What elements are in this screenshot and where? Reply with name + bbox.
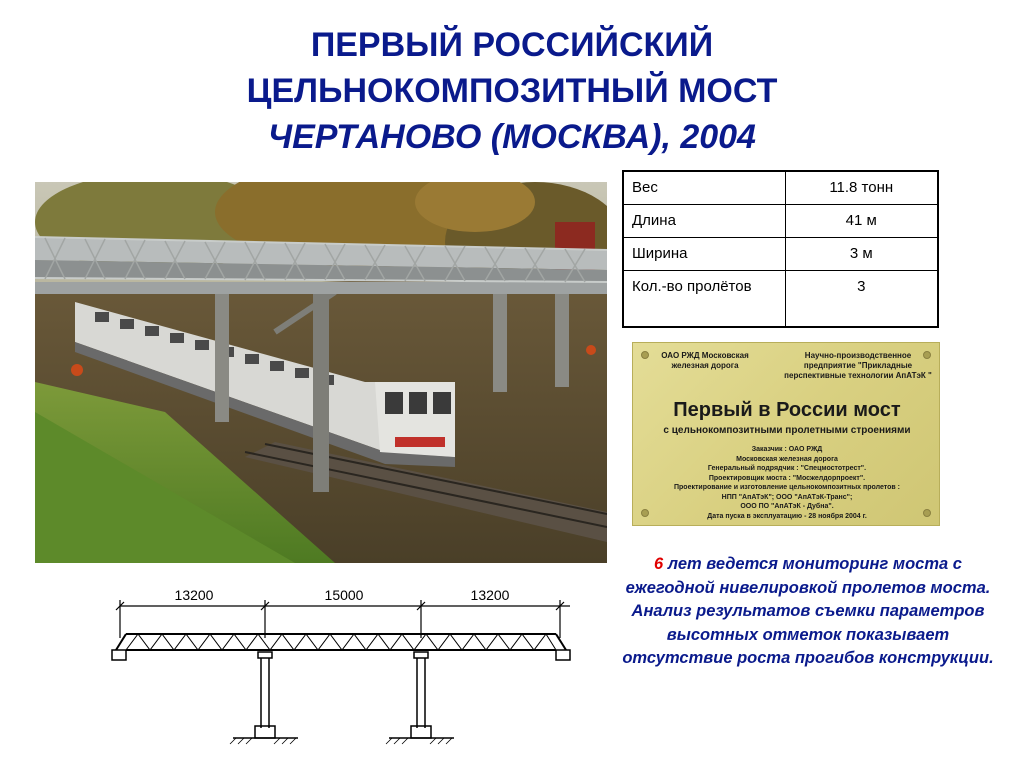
span-dimension-label: 15000 — [324, 587, 364, 603]
spec-label: Ширина — [623, 237, 785, 270]
plaque-line: Проектирование и изготовление цельнокомпозитных пролетов : — [674, 484, 900, 491]
span-dimension-label: 13200 — [174, 587, 214, 603]
truss-diagram — [108, 578, 578, 758]
title-line-3: ЧЕРТАНОВО (МОСКВА), 2004 — [268, 118, 756, 156]
plaque-line: Московская железная дорога — [736, 455, 838, 463]
spec-label: Кол.-во пролётов — [623, 270, 785, 327]
note-years-number: 6 — [654, 555, 664, 573]
plaque-left-header: ОАО РЖД Московская железная дорога — [661, 351, 749, 370]
table-row — [623, 204, 938, 237]
bridge-elevation-drawing — [108, 578, 578, 758]
span-dimension-label: 13200 — [470, 587, 510, 603]
note-line-2: Анализ результатов съемки параметров высотных отметок показывает отсутствие роста прогибов конструкции. — [622, 602, 994, 667]
screw-icon — [641, 351, 649, 359]
spec-value: 3 м — [785, 237, 938, 270]
spec-value: 11.8 тонн — [785, 171, 938, 204]
plaque-body — [639, 445, 935, 521]
commemorative-plaque — [632, 342, 940, 526]
note-line-1: лет ведется мониторинг моста с ежегодной нивелировкой пролетов моста. — [625, 555, 991, 597]
plaque-subtitle: с цельнокомпозитными пролетными строениями — [663, 425, 911, 436]
spec-label: Вес — [623, 171, 785, 204]
bridge-photo-illustration — [35, 182, 607, 563]
table-row — [623, 171, 938, 204]
table-row — [623, 270, 938, 327]
plaque-line: НПП "АпАТэК"; ООО "АпАТэК-Транс"; — [721, 493, 853, 501]
bridge-photo — [35, 182, 607, 563]
spec-value: 3 — [785, 270, 938, 327]
plaque-line: Проектировщик моста : "Мосжелдорпроект". — [708, 474, 866, 482]
plaque-line: Заказчик : ОАО РЖД — [751, 446, 823, 453]
spec-label: Длина — [623, 204, 785, 237]
specs-table — [622, 170, 939, 328]
plaque-line: ООО ПО "АпАТэК - Дубна". — [740, 503, 834, 510]
monitoring-note — [612, 553, 1004, 671]
plaque-title: Первый в России мост — [673, 399, 901, 421]
slide-title — [150, 22, 874, 160]
plaque-line: Генеральный подрядчик : "Спецмостотрест". — [707, 465, 867, 472]
spec-value: 41 м — [785, 204, 938, 237]
table-row — [623, 237, 938, 270]
plaque-right-header: Научно-производственное предприятие "Прикладные перспективные технологии АпАТэК " — [784, 351, 932, 380]
title-line-1: ПЕРВЫЙ РОССИЙСКИЙ — [310, 26, 714, 64]
title-line-2: ЦЕЛЬНОКОМПОЗИТНЫЙ МОСТ — [246, 72, 778, 110]
plaque-line: Дата пуска в эксплуатацию - 28 ноября 2004 г. — [707, 512, 867, 520]
